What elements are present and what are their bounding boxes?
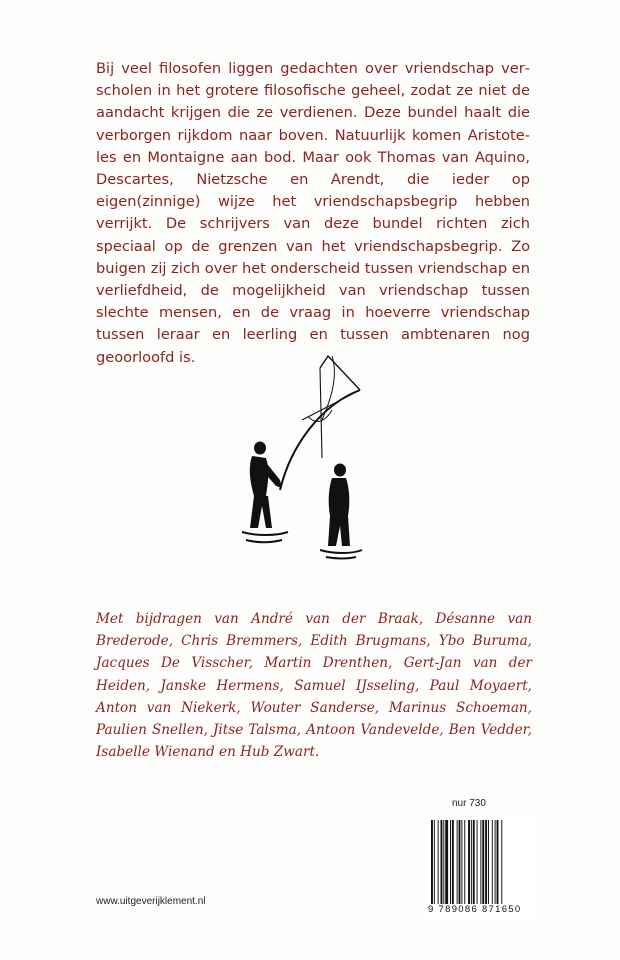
barcode-bar — [468, 820, 470, 904]
barcode-bar — [457, 820, 458, 904]
blurb-text: Bij veel filosofen liggen gedachten over vriendschap verscholen in het grotere filosofische geheel, zodat ze niet de aandacht krijgen die ze verdienen. Deze bundel haalt die verborgen rijkdom naar boven. Natuurlijk komen Aristoteles en Montaigne aan bod. Maar ook Thomas van Aquino, Descartes, Nietzsche en Arendt, die ieder op eigen(zinnige) wijze het vriendschapsbegrip hebben verrijkt. De schrijvers van deze bundel richten zich speciaal op de grenzen van het vriendschapsbegrip. Zo buigen zij zich over het onderscheid tussen vriendschap en verliefdheid, de mogelijkheid van vriendschap tussen slechte mensen, en de vraag in hoeverre vriendschap tussen leraar en leerling en tussen ambtenaren nog geoorloofd is. — [96, 60, 530, 366]
barcode-bar — [443, 820, 444, 904]
barcode-bar — [482, 820, 484, 904]
barcode-bar — [477, 820, 478, 904]
barcode-icon — [430, 820, 530, 904]
barcode-bar — [480, 820, 481, 904]
fishing-figures-illustration — [236, 350, 396, 560]
barcode-bar — [464, 820, 465, 904]
barcode-bar — [461, 820, 462, 904]
barcode-bar — [450, 820, 451, 904]
barcode-bar — [452, 820, 454, 904]
barcode-bar — [495, 820, 496, 904]
barcode-bar — [473, 820, 475, 904]
barcode-bar — [445, 820, 448, 904]
barcode-bar — [485, 820, 487, 904]
publisher-website: www.uitgeverijklement.nl — [96, 896, 206, 907]
barcode-bar — [488, 820, 489, 904]
barcode-bar — [501, 820, 502, 904]
barcode-bar — [434, 820, 435, 904]
barcode-bar — [441, 820, 443, 904]
isbn-number: 9 789086 871650 — [428, 904, 522, 915]
barcode-bar — [431, 820, 433, 904]
barcode-bar — [438, 820, 439, 904]
barcode-bar — [471, 820, 472, 904]
contributors-text: Met bijdragen van André van der Braak, Désanne van Brederode, Chris Bremmers, Edith Brugmans, Ybo Buruma, Jacques De Visscher, Martin Drenthen, Gert-Jan van der Heiden, Janske Hermens, Samuel IJsseling, Paul Moyaert, Anton van Niekerk, Wouter Sanderse, Marinus Schoeman, Paulien Snellen, Jitse Talsma, Antoon Vandevelde, Ben Vedder, Isabelle Wienand en Hub Zwart. — [96, 611, 532, 761]
barcode-bar — [459, 820, 461, 904]
barcode-bar — [492, 820, 493, 904]
barcode-bar — [497, 820, 499, 904]
nur-code: nur 730 — [452, 798, 486, 809]
isbn-barcode — [424, 816, 534, 924]
